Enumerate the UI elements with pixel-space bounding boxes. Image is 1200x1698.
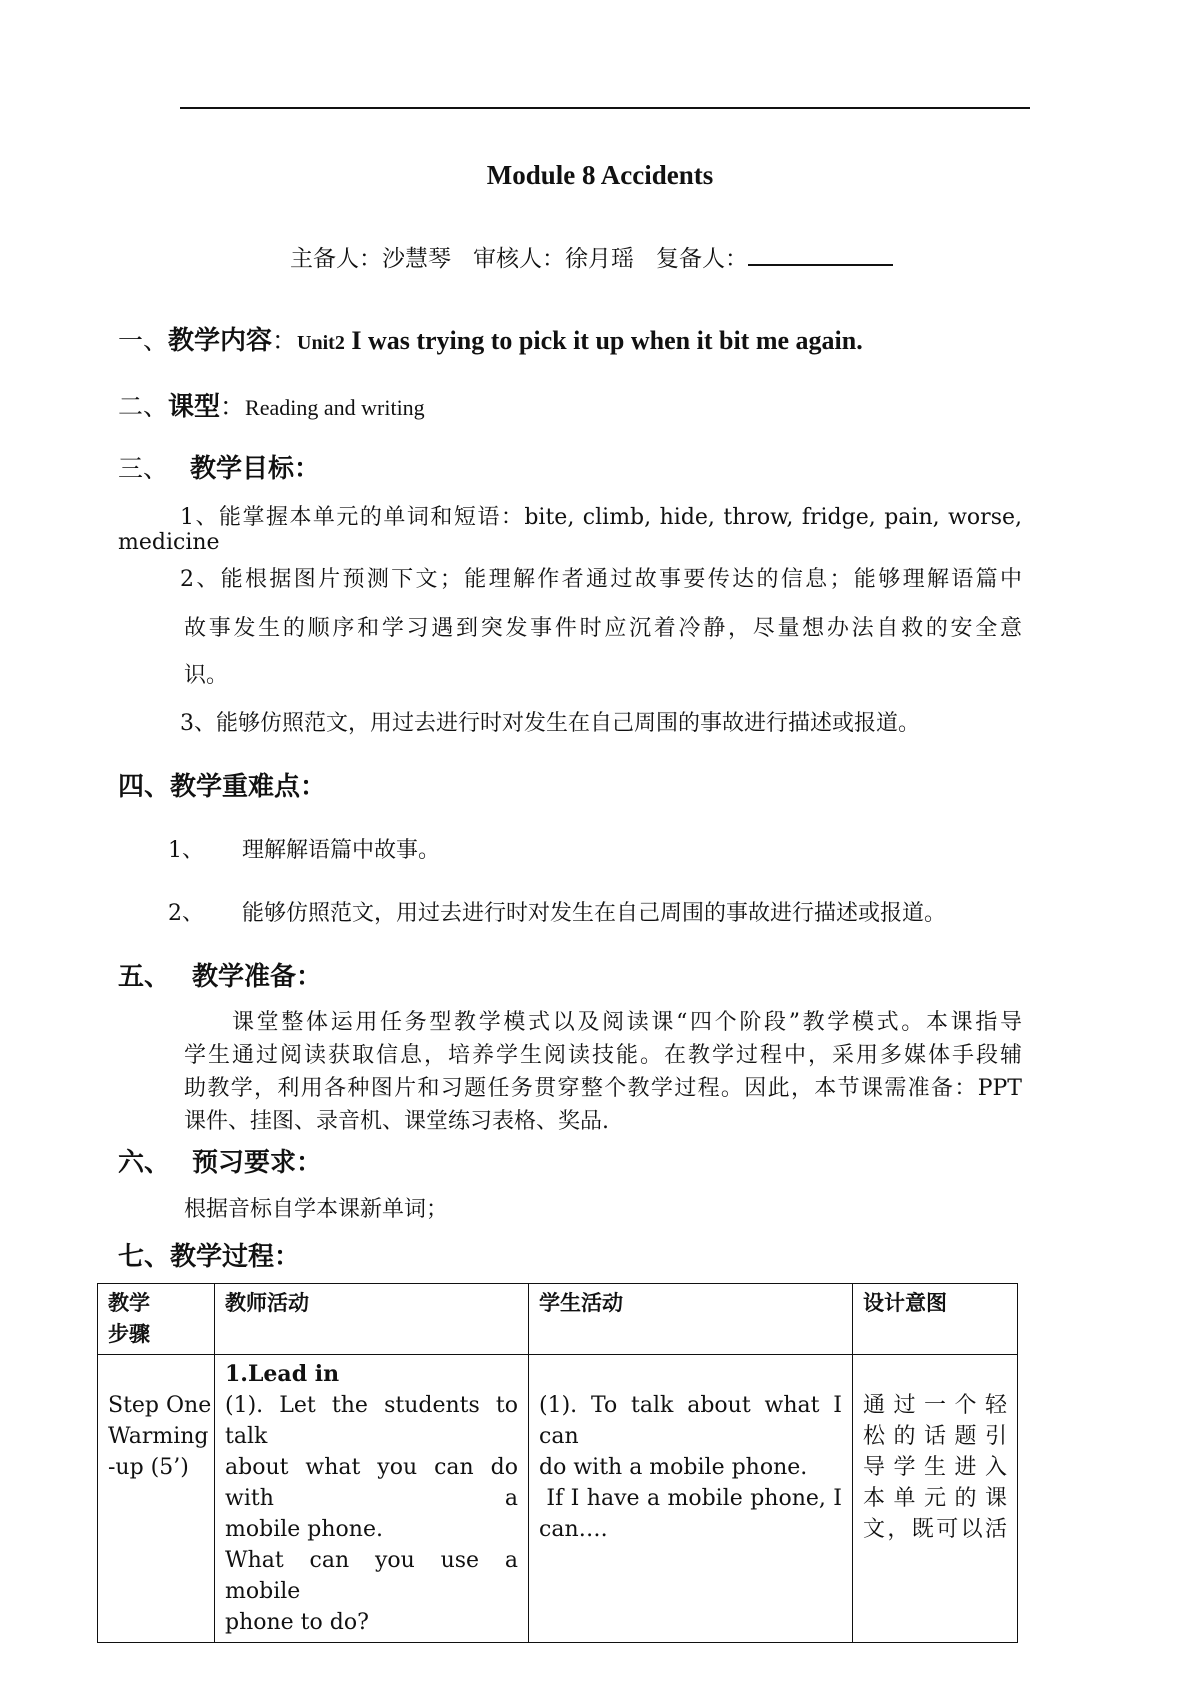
section-2-number: 二、 <box>118 392 169 421</box>
preparation-line-4: 课件、挂图、录音机、课堂练习表格、奖品. <box>184 1109 609 1134</box>
reviewer: 审核人：徐月瑶 <box>473 246 634 272</box>
preparation-line-1: 课堂整体运用任务型教学模式以及阅读课“四个阶段”教学模式。本课指导 <box>232 1010 1022 1035</box>
section-3-title: 教学目标： <box>190 454 321 484</box>
objective-1-line-2: medicine <box>118 530 220 555</box>
preparers-line <box>290 240 893 273</box>
section-6-heading <box>118 1142 322 1179</box>
table-row <box>98 1355 1018 1643</box>
section-2-heading <box>118 386 425 423</box>
cell-student-activity: (1). To talk about what I can do with a mobile phone. If I have a mobile phone, I can…. <box>529 1355 853 1643</box>
section-6-number: 六、 <box>118 1148 171 1178</box>
table-header-row <box>98 1284 1018 1355</box>
key-point-1 <box>168 833 440 864</box>
objective-1-line-1: 1、能掌握本单元的单词和短语：bite, climb, hide, throw, fridge, pain, worse, <box>180 505 1022 530</box>
key-point-2-text: 能够仿照范文，用过去进行时对发生在自己周围的事故进行描述或报道。 <box>242 901 947 926</box>
section-7-heading <box>118 1236 300 1273</box>
section-4-number: 四、 <box>118 772 171 802</box>
preview-requirement: 根据音标自学本课新单词； <box>184 1197 449 1222</box>
cell-design-intent: 通过一个轻 松的话题引 导学生进入 本单元的课 文，既可以活 <box>853 1355 1018 1643</box>
section-1-colon: ： <box>272 326 298 355</box>
section-1-title: 教学内容 <box>168 326 273 356</box>
section-4-heading <box>118 766 326 803</box>
section-1-heading <box>118 320 863 357</box>
section-6-title: 预习要求： <box>192 1148 323 1178</box>
cell-step: Step One Warming -up (5’) <box>98 1355 215 1643</box>
objective-3: 3、能够仿照范文，用过去进行时对发生在自己周围的事故进行描述或报道。 <box>180 711 920 736</box>
teaching-process-table <box>97 1283 1018 1643</box>
objective-2-line-2: 故事发生的顺序和学习遇到突发事件时应沉着冷静，尽量想办法自救的安全意 <box>184 616 1022 641</box>
main-preparer: 主备人：沙慧琴 <box>290 246 451 272</box>
lesson-title: I was trying to pick it up when it bit me again. <box>344 326 863 355</box>
section-4-title: 教学重难点： <box>170 772 327 802</box>
header-design-intent: 设计意图 <box>853 1284 1018 1355</box>
key-point-1-text: 理解解语篇中故事。 <box>242 838 441 863</box>
header-student-activity: 学生活动 <box>529 1284 853 1355</box>
preparation-line-2: 学生通过阅读获取信息，培养学生阅读技能。在教学过程中，采用多媒体手段辅 <box>184 1043 1022 1068</box>
key-point-2 <box>168 896 946 927</box>
objective-2-line-1: 2、能根据图片预测下文；能理解作者通过故事要传达的信息；能够理解语篇中 <box>180 567 1022 592</box>
section-1-number: 一、 <box>118 326 169 355</box>
section-2-colon: ： <box>220 392 246 421</box>
section-7-number: 七、 <box>118 1242 171 1272</box>
header-rule <box>180 107 1030 109</box>
lesson-unit: Unit2 <box>297 332 345 354</box>
key-point-2-number: 2、 <box>168 901 204 926</box>
section-2-title: 课型 <box>168 392 221 422</box>
preparation-line-3: 助教学，利用各种图片和习题任务贯穿整个教学过程。因此，本节课需准备：PPT <box>184 1076 1022 1101</box>
section-7-title: 教学过程： <box>170 1242 301 1272</box>
page-title: Module 8 Accidents <box>486 160 714 190</box>
lesson-type: Reading and writing <box>245 395 425 420</box>
header-step: 教学 步骤 <box>98 1284 215 1355</box>
section-3-number: 三、 <box>118 454 169 483</box>
header-teacher-activity: 教师活动 <box>215 1284 529 1355</box>
cell-teacher-activity: 1.Lead in (1). Let the students to talk about what you can do with a mobile phone. What can you use a mobile phone to do? <box>215 1355 529 1643</box>
objective-2-line-3: 识。 <box>184 663 229 688</box>
section-5-title: 教学准备： <box>192 962 323 992</box>
key-point-1-number: 1、 <box>168 838 204 863</box>
section-5-heading <box>118 956 322 993</box>
secondary-preparer-label: 复备人： <box>656 246 748 272</box>
secondary-preparer-blank <box>748 242 893 266</box>
section-3-heading <box>118 448 320 485</box>
section-5-number: 五、 <box>118 962 171 992</box>
